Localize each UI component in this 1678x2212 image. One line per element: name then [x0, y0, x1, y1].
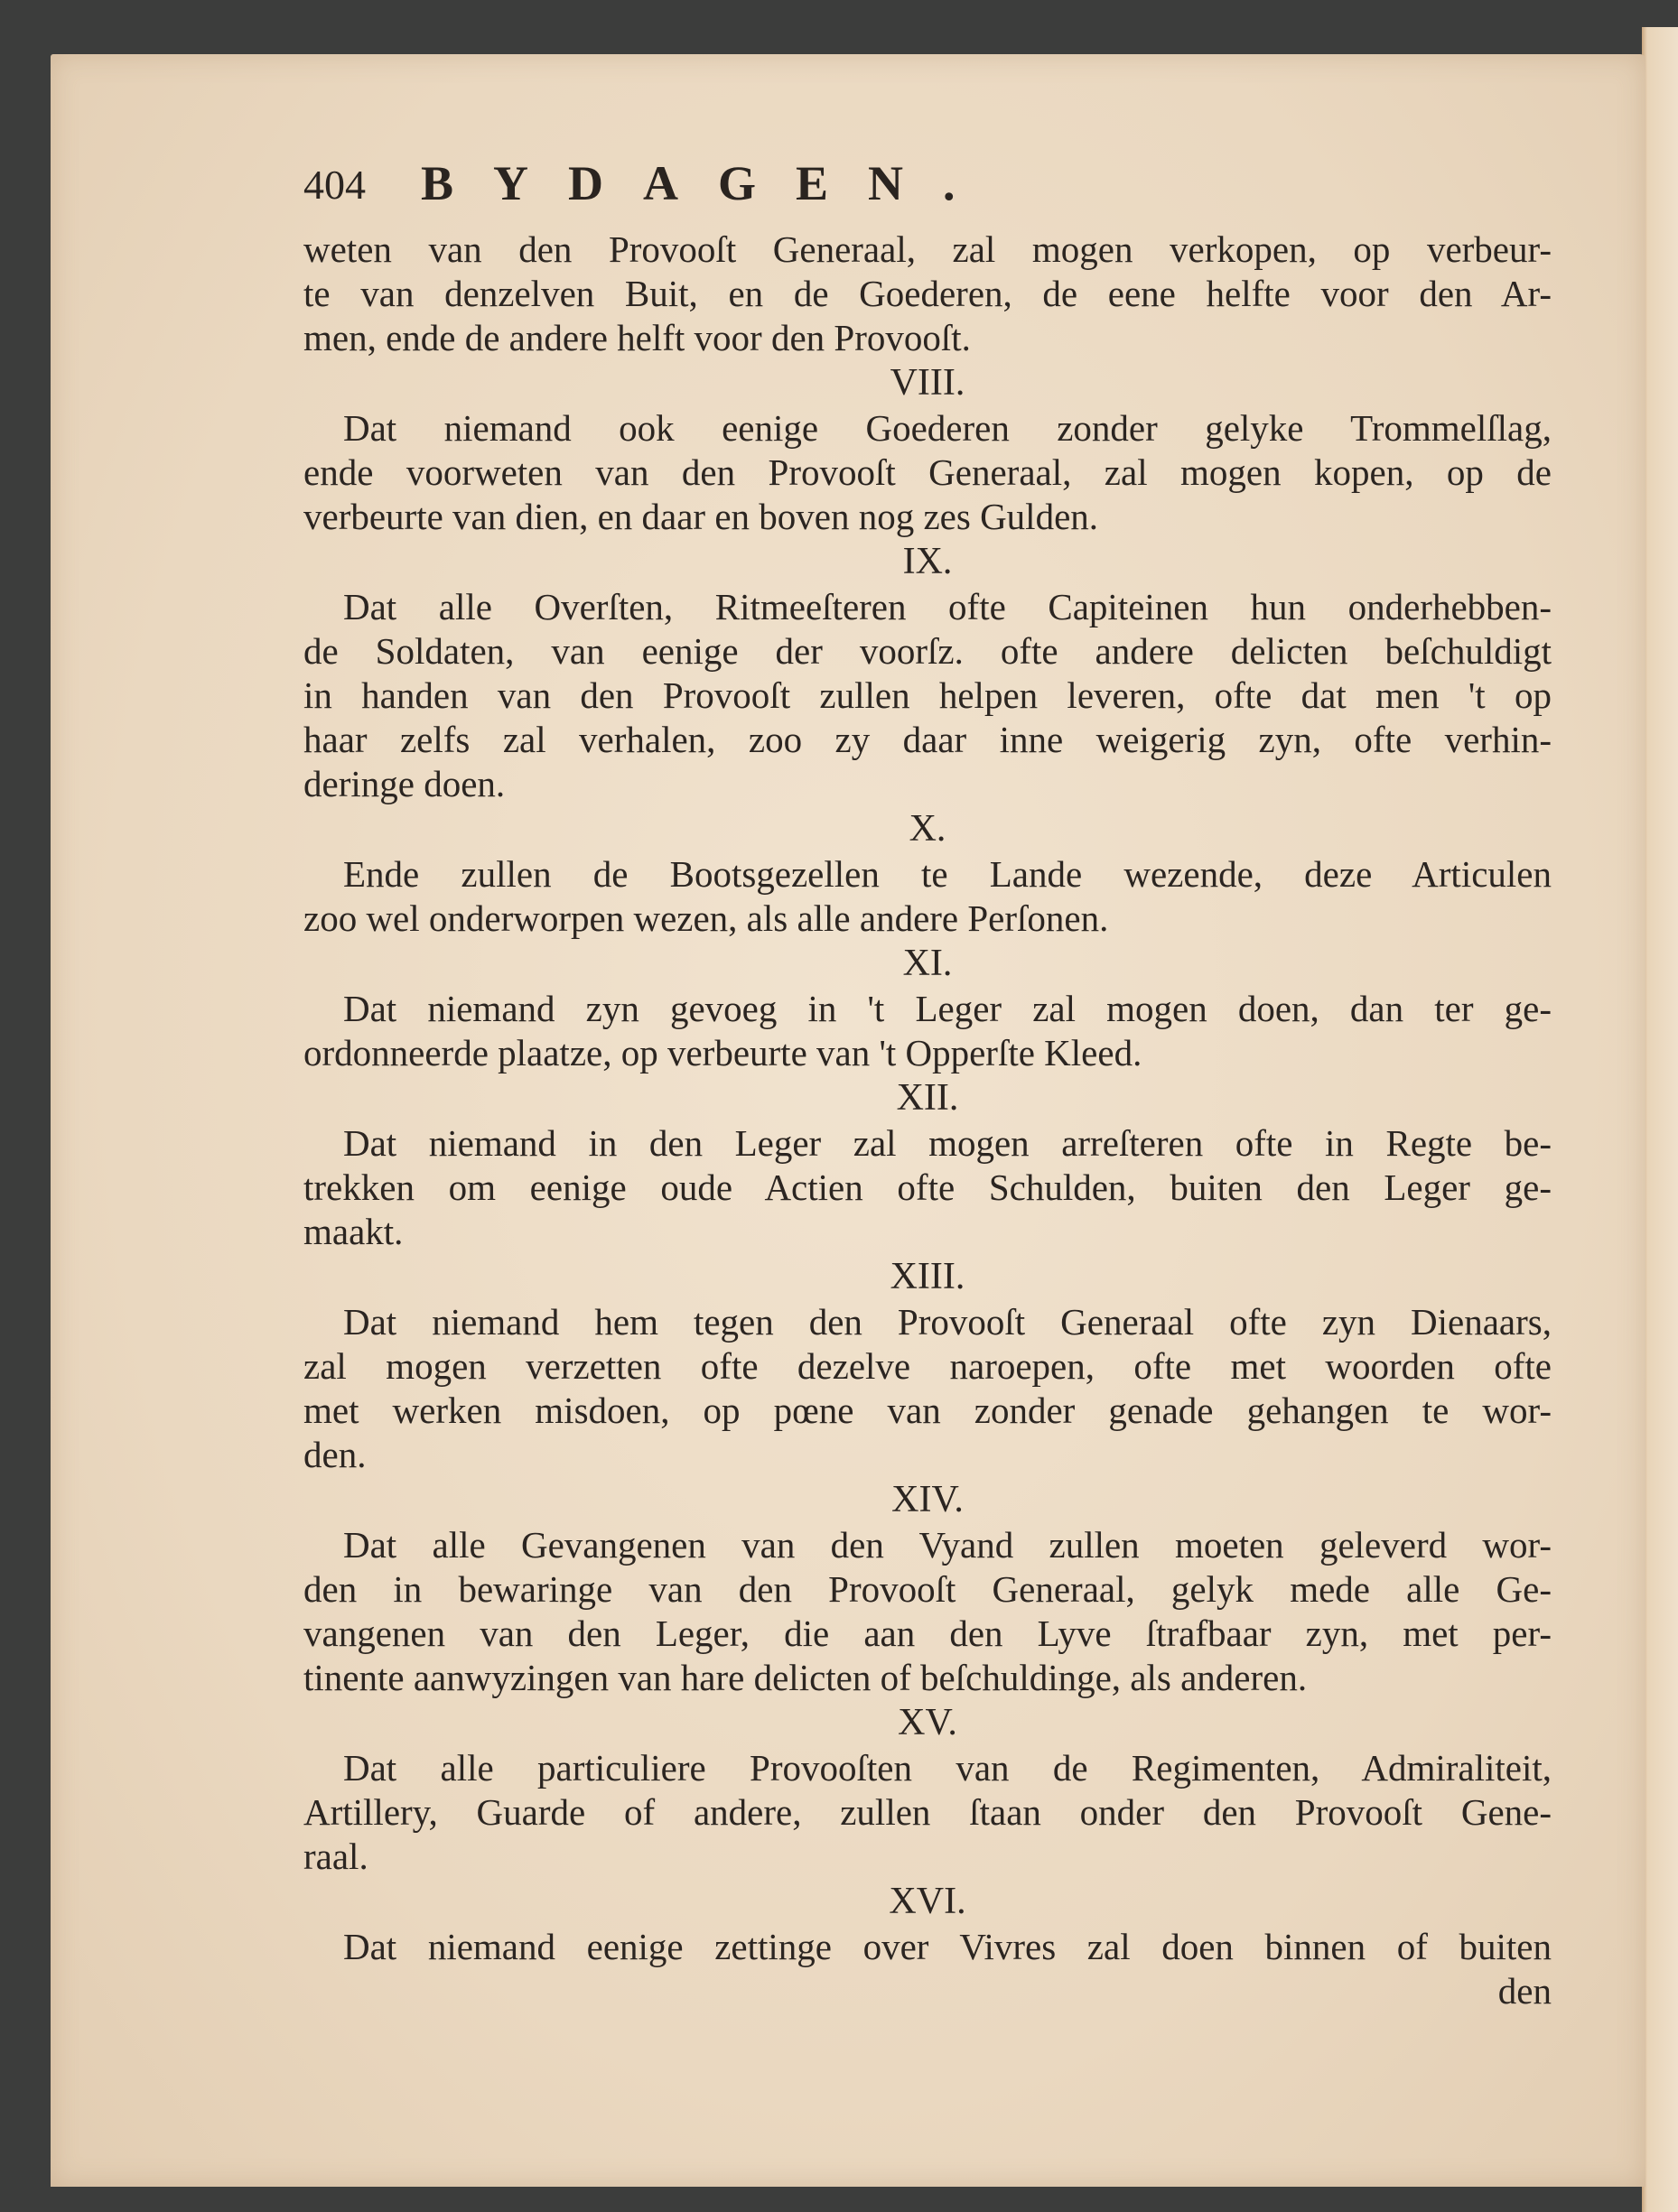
text-line: te van denzelven Buit, en de Goederen, de eene helfte voor den Ar-	[303, 273, 1552, 314]
text-line: Dat niemand ook eenige Goederen zonder gelyke Trommelſlag,	[343, 407, 1552, 449]
text-line: verbeurte van dien, en daar en boven nog zes Gulden.	[303, 496, 1099, 537]
text-line: raal.	[303, 1836, 368, 1877]
text-line: deringe doen.	[303, 763, 506, 804]
article-number: XI.	[902, 943, 953, 984]
body-text	[303, 228, 1552, 2013]
text-line: de Soldaten, van eenige der voorſz. ofte andere delicten beſchuldigt	[303, 630, 1552, 672]
text-line: met werken misdoen, op pœne van zonder genade gehangen te wor-	[303, 1389, 1552, 1431]
article-number: XIII.	[890, 1256, 965, 1297]
text-line: in handen van den Provooſt zullen helpen leveren, ofte dat men 't op	[303, 674, 1552, 716]
text-line: maakt.	[303, 1211, 404, 1252]
text-line: trekken om eenige oude Actien ofte Schulden, buiten den Leger ge-	[303, 1166, 1552, 1208]
article-number: XVI.	[889, 1881, 966, 1922]
text-line: weten van den Provooſt Generaal, zal mogen verkopen, op verbeur-	[303, 228, 1552, 270]
text-line: Dat niemand eenige zettinge over Vivres zal doen binnen of buiten	[343, 1926, 1552, 1967]
text-line: Dat alle particuliere Provooſten van de Regimenten, Admiraliteit,	[343, 1747, 1552, 1789]
article-number: XII.	[896, 1077, 959, 1119]
running-title: BYDAGEN.	[421, 156, 995, 210]
text-line: Ende zullen de Bootsgezellen te Lande wezende, deze Articulen	[343, 853, 1552, 895]
article-number: VIII.	[890, 362, 965, 404]
text-line: Dat alle Gevangenen van den Vyand zullen moeten geleverd wor-	[343, 1524, 1552, 1566]
article-number: XIV.	[891, 1479, 964, 1520]
text-line: men, ende de andere helft voor den Provooſt.	[303, 317, 971, 358]
page-number: 404	[303, 162, 366, 208]
text-line: den in bewaringe van den Provooſt Generaal, gelyk mede alle Ge-	[303, 1568, 1552, 1610]
text-line: Dat alle Overſten, Ritmeeſteren ofte Capiteinen hun onderhebben-	[343, 586, 1552, 627]
text-line: tinente aanwyzingen van hare delicten of beſchuldinge, als anderen.	[303, 1657, 1308, 1698]
facing-page-edge	[1642, 27, 1678, 2212]
text-line: ordonneerde plaatze, op verbeurte van 't Opperſte Kleed.	[303, 1032, 1142, 1073]
text-line: den.	[303, 1434, 367, 1475]
article-number: XV.	[898, 1702, 957, 1743]
text-line: zoo wel onderworpen wezen, als alle andere Perſonen.	[303, 897, 1109, 939]
text-line: zal mogen verzetten ofte dezelve naroepen, ofte met woorden ofte	[303, 1345, 1552, 1387]
article-number: X.	[909, 808, 946, 850]
text-line: Artillery, Guarde of andere, zullen ſtaan onder den Provooſt Gene-	[303, 1791, 1552, 1833]
article-number: IX.	[902, 541, 953, 582]
text-line: Dat niemand hem tegen den Provooſt Generaal ofte zyn Dienaars,	[343, 1301, 1552, 1343]
catchword: den	[1497, 1970, 1552, 2012]
text-line: ende voorweten van den Provooſt Generaal, zal mogen kopen, op de	[303, 451, 1552, 493]
text-line: Dat niemand in den Leger zal mogen arreſteren ofte in Regte be-	[343, 1122, 1552, 1164]
text-line: haar zelfs zal verhalen, zoo zy daar inne weigerig zyn, ofte verhin-	[303, 719, 1552, 760]
text-line: Dat niemand zyn gevoeg in 't Leger zal mogen doen, dan ter ge-	[343, 988, 1552, 1029]
text-line: vangenen van den Leger, die aan den Lyve ſtrafbaar zyn, met per-	[303, 1613, 1552, 1654]
running-head	[303, 156, 1552, 215]
